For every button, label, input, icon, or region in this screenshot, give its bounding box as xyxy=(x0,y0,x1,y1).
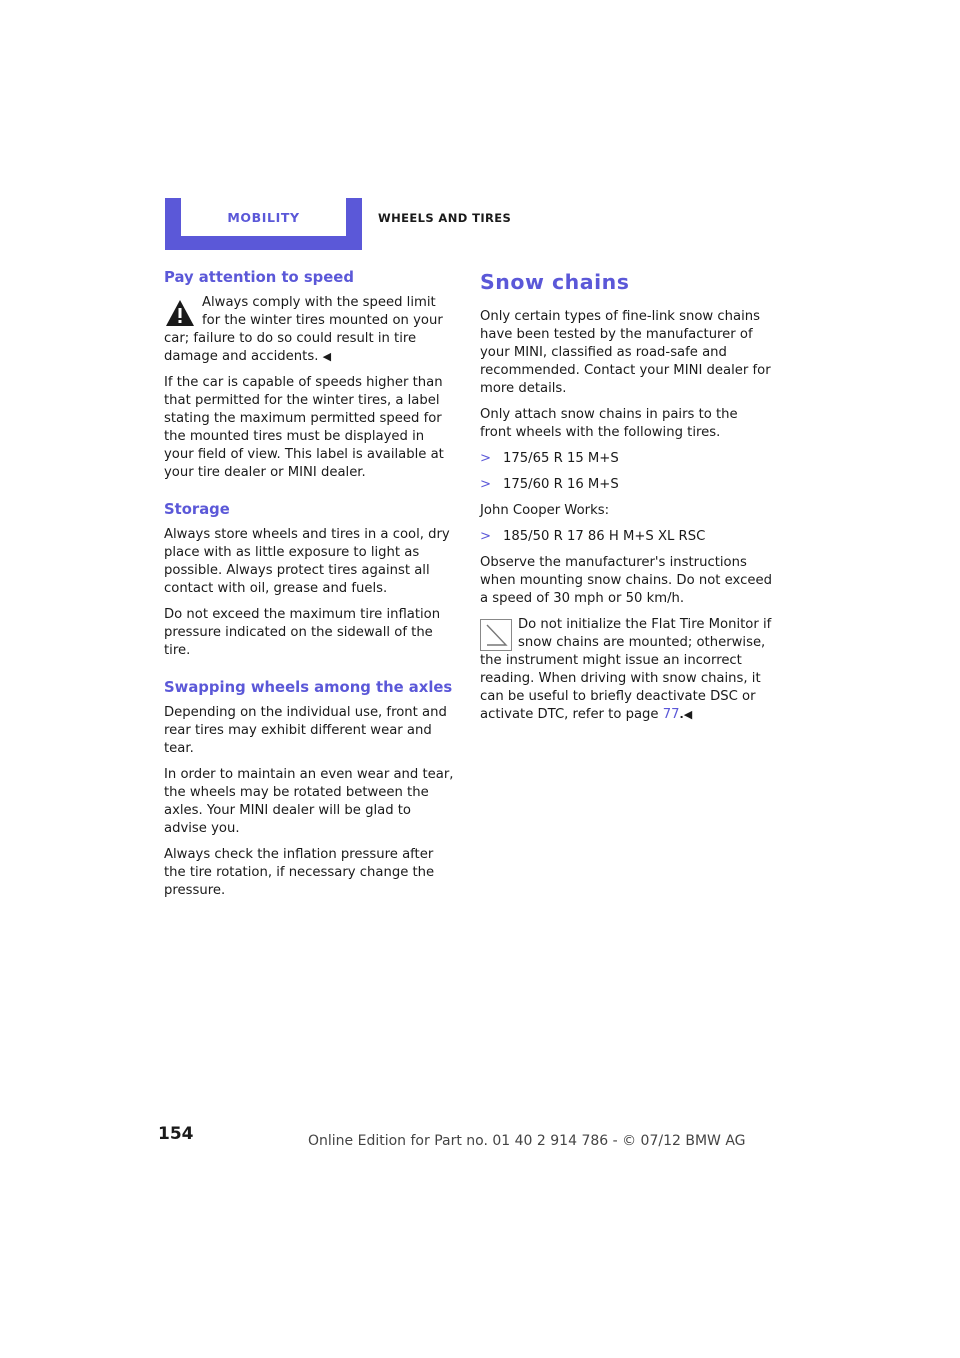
section-title: WHEELS AND TIRES xyxy=(378,211,512,225)
storage-heading: Storage xyxy=(164,501,230,518)
tire-size: 175/65 R 15 M+S xyxy=(503,451,619,466)
note-text: Do not initialize the Flat Tire Monitor if snow chains are mounted; otherwise, the instrument might issue an incorrect reading. When driving with snow chains, it can be useful to briefly deactivate DSC or activate DTC, refer to page xyxy=(480,617,772,722)
speed-warning-note xyxy=(164,294,456,366)
tire-size: 175/60 R 16 M+S xyxy=(503,477,619,492)
chains-heading: Snow chains xyxy=(480,270,630,294)
storage-paragraph-1: Always store wheels and tires in a cool, dry place with as little exposure to light as possible. Always protect tires against all contact with oil, grease and fuels. xyxy=(164,527,450,596)
jcw-label: John Cooper Works: xyxy=(480,503,610,518)
swap-heading: Swapping wheels among the axles xyxy=(164,679,453,696)
tire-size: 185/50 R 17 86 H M+S XL RSC xyxy=(503,529,706,544)
warning-triangle-icon xyxy=(164,297,196,329)
speed-paragraph: If the car is capable of speeds higher than that permitted for the winter tires, a label stating the maximum permitted speed for the mounted tires must be displayed in your field of view. This label is available at your tire dealer or MINI dealer. xyxy=(164,375,444,480)
chapter-tab xyxy=(165,198,362,250)
edition-footer: Online Edition for Part no. 01 40 2 914 786 - © 07/12 BMW AG xyxy=(308,1133,746,1149)
bullet-arrow: > xyxy=(480,451,492,466)
speed-heading: Pay attention to speed xyxy=(164,269,354,286)
bullet-arrow: > xyxy=(480,477,492,492)
list-item xyxy=(480,476,772,494)
chains-paragraph-2: Only attach snow chains in pairs to the front wheels with the following tires. xyxy=(480,407,738,440)
storage-paragraph-2: Do not exceed the maximum tire inflation pressure indicated on the sidewall of the tire. xyxy=(164,607,441,658)
flat-tire-note xyxy=(480,616,772,724)
chains-paragraph-3: Observe the manufacturer's instructions when mounting snow chains. Do not exceed a speed of 30 mph or 50 km/h. xyxy=(480,555,772,606)
note-arrow-icon xyxy=(480,619,512,651)
page-number: 154 xyxy=(158,1124,194,1144)
swap-paragraph-3: Always check the inflation pressure after the tire rotation, if necessary change the pressure. xyxy=(164,847,435,898)
end-mark: ◀ xyxy=(322,350,332,363)
chains-paragraph-1: Only certain types of fine-link snow chains have been tested by the manufacturer of your MINI, classified as road-safe and recommended. Contact your MINI dealer for more details. xyxy=(480,309,771,396)
list-item xyxy=(480,450,772,468)
swap-paragraph-2: In order to maintain an even wear and tear, the wheels may be rotated between the axles. Your MINI dealer will be glad to advise you. xyxy=(164,767,454,836)
page-link[interactable]: 77 xyxy=(662,707,680,722)
chapter-tab-label: MOBILITY xyxy=(181,198,346,236)
list-item xyxy=(480,528,772,546)
left-column xyxy=(164,268,456,908)
end-mark: .◀ xyxy=(679,708,693,721)
swap-paragraph-1: Depending on the individual use, front and rear tires may exhibit different wear and tear. xyxy=(164,705,447,756)
right-column xyxy=(480,268,772,732)
bullet-arrow: > xyxy=(480,529,492,544)
speed-warning-text: Always comply with the speed limit for the winter tires mounted on your car; failure to do so could result in tire damage and accidents. xyxy=(164,295,443,364)
